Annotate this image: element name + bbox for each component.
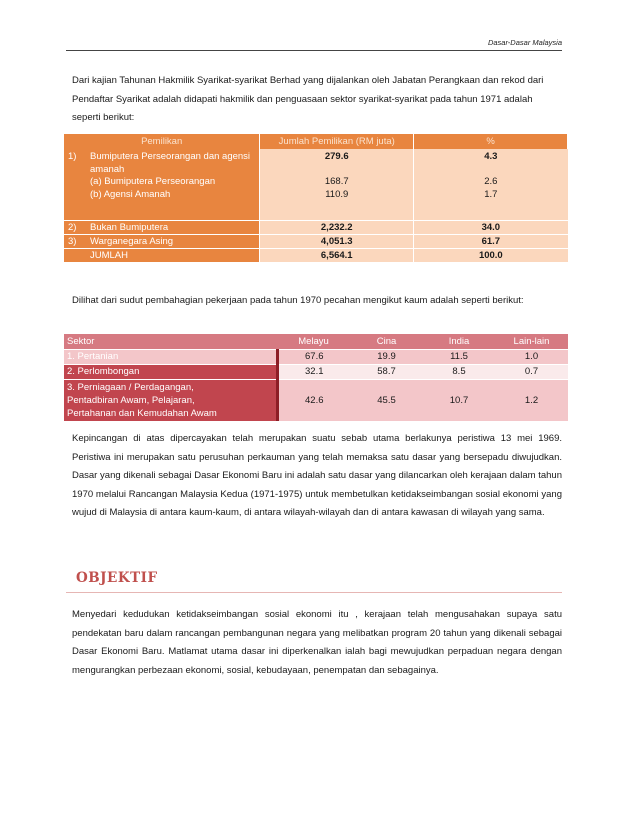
row-label-text: Bumiputera Perseorangan dan agensi amanah bbox=[90, 151, 251, 175]
row-number: 3) bbox=[68, 235, 77, 247]
header-lain-lain: Lain-lain bbox=[495, 334, 568, 350]
percent-cell: 100.0 bbox=[414, 248, 568, 262]
sub-percent: 2.6 bbox=[484, 176, 498, 187]
sub-value: 110.9 bbox=[325, 188, 349, 200]
header-cina: Cina bbox=[350, 334, 423, 350]
row-label bbox=[64, 149, 260, 215]
value-cell: 10.7 bbox=[423, 380, 495, 422]
percent-cell: 61.7 bbox=[414, 234, 568, 248]
table-row bbox=[64, 220, 568, 234]
ownership-table bbox=[64, 134, 568, 262]
employment-intro-paragraph: Dilihat dari sudut pembahagian pekerjaan pada tahun 1970 pecahan mengikut kaum adalah seperti berikut: bbox=[72, 295, 524, 306]
value-cell: 1.2 bbox=[495, 380, 568, 422]
header-jumlah: Jumlah Pemilikan (RM juta) bbox=[260, 134, 414, 149]
value-cell: 1.0 bbox=[495, 350, 568, 365]
objective-paragraph: Menyedari kedudukan ketidakseimbangan sosial ekonomi itu , kerajaan telah mengusahakan supaya satu pendekatan baru dalam rancangan pembangunan negara yang melibatkan program 20 tahun yang dikenali sebagai Dasar Ekonomi Baru. Matlamat utama dasar ini diperkenalkan ialah bagi mewujudkan perpaduan negara dengan mengurangkan perbezaan ekonomi, sosial, kebudayaan, penempatan dan sebagainya. bbox=[72, 609, 562, 676]
value-cell: 42.6 bbox=[277, 380, 350, 422]
percent-cell bbox=[414, 149, 568, 215]
sector-cell: 1. Pertanian bbox=[64, 350, 277, 365]
row-label-text: Bukan Bumiputera bbox=[90, 221, 169, 233]
sector-line: Pertahanan dan Kemudahan Awam bbox=[67, 408, 217, 419]
table-row-total bbox=[64, 248, 568, 262]
intro-paragraph: Dari kajian Tahunan Hakmilik Syarikat-syarikat Berhad yang dijalankan oleh Jabatan Perangkaan dan rekod dari Pendaftar Syarikat adalah didapati hakmilik dan penguasaan sektor syarikat-syarikat pada tahun 1971 adalah seperti berikut: bbox=[72, 75, 544, 123]
sector-line: 3. Perniagaan / Perdagangan, bbox=[67, 382, 194, 393]
header-melayu: Melayu bbox=[277, 334, 350, 350]
main-percent: 4.3 bbox=[484, 151, 498, 162]
main-value: 279.6 bbox=[324, 151, 349, 162]
sub-item-label: (b) Agensi Amanah bbox=[90, 188, 171, 200]
value-cell: 11.5 bbox=[423, 350, 495, 365]
value-cell: 45.5 bbox=[350, 380, 423, 422]
header-percent: % bbox=[414, 134, 568, 149]
section-divider bbox=[66, 592, 562, 593]
header-divider bbox=[66, 50, 562, 51]
ownership-table-header bbox=[64, 134, 568, 149]
table-row bbox=[64, 234, 568, 248]
value-cell: 67.6 bbox=[277, 350, 350, 365]
value-cell: 6,564.1 bbox=[260, 248, 414, 262]
body-paragraph: Kepincangan di atas dipercayakan telah merupakan suatu sebab utama berlakunya peristiwa 13 mei 1969. Peristiwa ini merupakan satu perusuhan perkauman yang telah memaksa satu dasar yang bersepadu diwujudkan. Dasar yang dikenali sebagai Dasar Ekonomi Baru ini adalah satu dasar yang dilancarkan oleh kerajaan dalam tahun 1970 melalui Rancangan Malaysia Kedua (1971-1975) untuk membetulkan ketidakseimbangan sosial ekonomi yang wujud di Malaysia di antara kaum-kaum, di antara wilayah-wilayah dan di antara kawasan di wilayah yang sama. bbox=[72, 433, 562, 518]
value-cell bbox=[260, 149, 414, 215]
sector-line: Pentadbiran Awam, Pelajaran, bbox=[67, 395, 195, 406]
running-header: Dasar-Dasar Malaysia bbox=[487, 38, 562, 47]
sub-item-label: (a) Bumiputera Perseorangan bbox=[90, 176, 216, 187]
table-row bbox=[64, 380, 568, 422]
value-cell: 58.7 bbox=[350, 365, 423, 380]
table-row bbox=[64, 350, 568, 365]
value-cell: 2,232.2 bbox=[260, 220, 414, 234]
employment-table bbox=[64, 334, 568, 421]
header-sektor: Sektor bbox=[64, 334, 277, 350]
row-number: 1) bbox=[68, 151, 77, 162]
value-cell: 19.9 bbox=[350, 350, 423, 365]
value-cell: 8.5 bbox=[423, 365, 495, 380]
table-row bbox=[64, 149, 568, 215]
sector-cell bbox=[64, 380, 277, 422]
row-number bbox=[68, 249, 90, 262]
sub-value: 168.7 bbox=[324, 176, 349, 187]
value-cell: 32.1 bbox=[277, 365, 350, 380]
employment-table-header bbox=[64, 334, 568, 350]
sub-percent: 1.7 bbox=[484, 188, 498, 200]
row-label-text: Warganegara Asing bbox=[90, 235, 174, 247]
row-label-text: JUMLAH bbox=[90, 249, 129, 261]
header-india: India bbox=[423, 334, 495, 350]
value-cell: 0.7 bbox=[495, 365, 568, 380]
table-row bbox=[64, 365, 568, 380]
value-cell: 4,051.3 bbox=[260, 234, 414, 248]
percent-cell: 34.0 bbox=[414, 220, 568, 234]
header-pemilikan: Pemilikan bbox=[64, 134, 260, 149]
sector-cell: 2. Perlombongan bbox=[64, 365, 277, 380]
row-number: 2) bbox=[68, 221, 77, 233]
section-heading: OBJEKTIF bbox=[76, 570, 158, 586]
